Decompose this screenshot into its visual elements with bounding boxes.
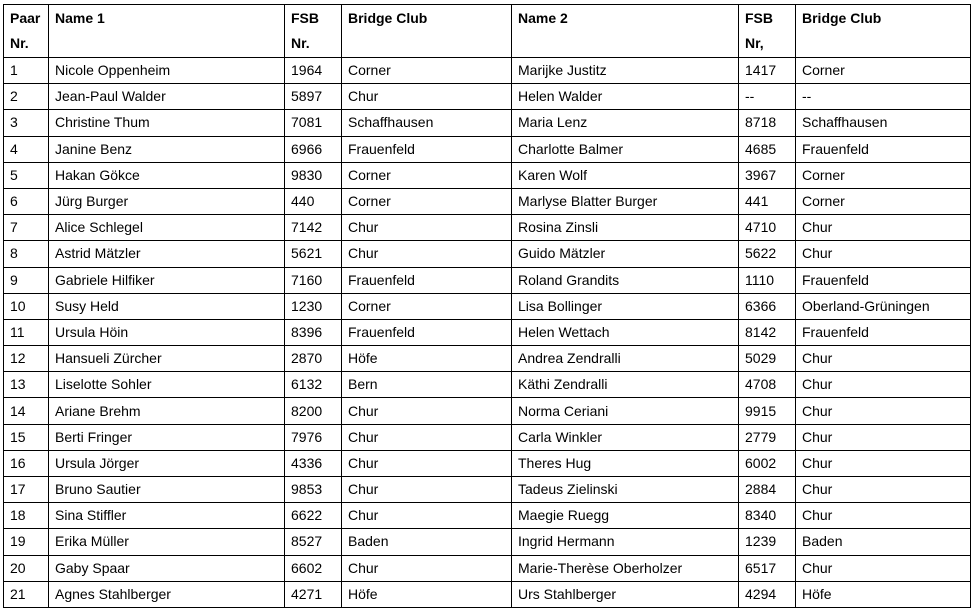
table-row [4,293,971,319]
name-2-cell: Maegie Ruegg [512,503,739,529]
fsb-number-1-cell: 6602 [285,555,342,581]
header-row [4,5,971,58]
header-fsb-number-2: FSB Nr, [739,5,796,58]
name-2-cell: Käthi Zendralli [512,372,739,398]
pair-number-cell: 15 [4,424,49,450]
fsb-number-2-cell: 1239 [739,529,796,555]
name-1-cell: Nicole Oppenheim [49,58,285,84]
pair-number-cell: 2 [4,84,49,110]
fsb-number-2-cell: 3967 [739,162,796,188]
pair-number-cell: 12 [4,346,49,372]
name-2-cell: Charlotte Balmer [512,136,739,162]
bridge-club-2-cell: Corner [796,162,971,188]
pair-number-cell: 14 [4,398,49,424]
name-1-cell: Christine Thum [49,110,285,136]
name-2-cell: Rosina Zinsli [512,215,739,241]
pair-number-cell: 19 [4,529,49,555]
table-row [4,58,971,84]
name-2-cell: Urs Stahlberger [512,581,739,607]
bridge-club-2-cell: Chur [796,477,971,503]
fsb-number-1-cell: 1230 [285,293,342,319]
name-2-cell: Guido Mätzler [512,241,739,267]
fsb-number-2-cell: 8142 [739,319,796,345]
name-1-cell: Sina Stiffler [49,503,285,529]
bridge-club-1-cell: Chur [342,477,512,503]
table-row [4,84,971,110]
bridge-club-1-cell: Bern [342,372,512,398]
fsb-number-1-cell: 4336 [285,450,342,476]
bridge-club-2-cell: Chur [796,372,971,398]
fsb-number-1-cell: 8396 [285,319,342,345]
fsb-number-2-cell: 4294 [739,581,796,607]
bridge-club-2-cell: Baden [796,529,971,555]
fsb-number-1-cell: 9830 [285,162,342,188]
name-1-cell: Bruno Sautier [49,477,285,503]
pair-number-cell: 10 [4,293,49,319]
table-row [4,110,971,136]
name-1-cell: Jürg Burger [49,188,285,214]
fsb-number-2-cell: 2884 [739,477,796,503]
name-2-cell: Marie-Therèse Oberholzer [512,555,739,581]
bridge-club-1-cell: Höfe [342,346,512,372]
name-1-cell: Ursula Jörger [49,450,285,476]
bridge-club-2-cell: Schaffhausen [796,110,971,136]
fsb-number-2-cell: 6002 [739,450,796,476]
name-1-cell: Jean-Paul Walder [49,84,285,110]
fsb-number-2-cell: 6517 [739,555,796,581]
name-1-cell: Astrid Mätzler [49,241,285,267]
fsb-number-2-cell: 4708 [739,372,796,398]
bridge-club-2-cell: Chur [796,241,971,267]
pairs-table [3,4,971,608]
pair-number-cell: 13 [4,372,49,398]
pair-number-cell: 11 [4,319,49,345]
table-row [4,581,971,607]
fsb-number-2-cell: 1417 [739,58,796,84]
name-2-cell: Karen Wolf [512,162,739,188]
table-row [4,372,971,398]
name-1-cell: Janine Benz [49,136,285,162]
table-row [4,503,971,529]
name-2-cell: Tadeus Zielinski [512,477,739,503]
bridge-club-2-cell: Frauenfeld [796,319,971,345]
fsb-number-2-cell: 1110 [739,267,796,293]
fsb-number-2-cell: 441 [739,188,796,214]
table-row [4,188,971,214]
pair-number-cell: 4 [4,136,49,162]
table-row [4,555,971,581]
name-2-cell: Ingrid Hermann [512,529,739,555]
pair-number-cell: 17 [4,477,49,503]
fsb-number-2-cell: 4685 [739,136,796,162]
table-row [4,267,971,293]
header-pair-number: Paar Nr. [4,5,49,58]
bridge-club-2-cell: Chur [796,424,971,450]
pair-number-cell: 1 [4,58,49,84]
fsb-number-2-cell: 5622 [739,241,796,267]
name-1-cell: Gaby Spaar [49,555,285,581]
header-bridge-club-1: Bridge Club [342,5,512,58]
name-1-cell: Liselotte Sohler [49,372,285,398]
fsb-number-1-cell: 7081 [285,110,342,136]
name-1-cell: Erika Müller [49,529,285,555]
name-2-cell: Theres Hug [512,450,739,476]
fsb-number-1-cell: 5621 [285,241,342,267]
name-1-cell: Gabriele Hilfiker [49,267,285,293]
fsb-number-2-cell: -- [739,84,796,110]
fsb-number-1-cell: 440 [285,188,342,214]
name-2-cell: Lisa Bollinger [512,293,739,319]
fsb-number-2-cell: 5029 [739,346,796,372]
bridge-club-1-cell: Corner [342,293,512,319]
bridge-club-2-cell: Frauenfeld [796,267,971,293]
pair-number-cell: 5 [4,162,49,188]
bridge-club-2-cell: Chur [796,346,971,372]
name-1-cell: Ariane Brehm [49,398,285,424]
bridge-club-1-cell: Frauenfeld [342,267,512,293]
fsb-number-1-cell: 7976 [285,424,342,450]
fsb-number-2-cell: 8718 [739,110,796,136]
fsb-number-2-cell: 4710 [739,215,796,241]
fsb-number-1-cell: 9853 [285,477,342,503]
header-name-2: Name 2 [512,5,739,58]
fsb-number-2-cell: 6366 [739,293,796,319]
header-fsb-number-1: FSB Nr. [285,5,342,58]
fsb-number-1-cell: 7142 [285,215,342,241]
bridge-club-1-cell: Chur [342,215,512,241]
fsb-number-1-cell: 5897 [285,84,342,110]
fsb-number-2-cell: 2779 [739,424,796,450]
bridge-club-1-cell: Chur [342,398,512,424]
bridge-club-1-cell: Corner [342,188,512,214]
bridge-club-2-cell: Oberland-Grüningen [796,293,971,319]
name-2-cell: Helen Walder [512,84,739,110]
name-2-cell: Marlyse Blatter Burger [512,188,739,214]
pair-number-cell: 7 [4,215,49,241]
table-row [4,450,971,476]
table-row [4,477,971,503]
bridge-club-2-cell: Corner [796,188,971,214]
bridge-club-2-cell: Höfe [796,581,971,607]
bridge-club-2-cell: Chur [796,503,971,529]
bridge-club-1-cell: Chur [342,503,512,529]
name-2-cell: Andrea Zendralli [512,346,739,372]
pair-number-cell: 3 [4,110,49,136]
table-row [4,346,971,372]
fsb-number-2-cell: 9915 [739,398,796,424]
bridge-club-1-cell: Corner [342,58,512,84]
name-2-cell: Marijke Justitz [512,58,739,84]
pair-number-cell: 8 [4,241,49,267]
bridge-club-1-cell: Chur [342,555,512,581]
pair-number-cell: 18 [4,503,49,529]
bridge-club-2-cell: Frauenfeld [796,136,971,162]
name-1-cell: Agnes Stahlberger [49,581,285,607]
name-1-cell: Hakan Gökce [49,162,285,188]
bridge-club-1-cell: Frauenfeld [342,136,512,162]
bridge-club-1-cell: Schaffhausen [342,110,512,136]
table-row [4,215,971,241]
pair-number-cell: 16 [4,450,49,476]
header-bridge-club-2: Bridge Club [796,5,971,58]
table-row [4,162,971,188]
table-row [4,424,971,450]
bridge-club-1-cell: Frauenfeld [342,319,512,345]
bridge-club-1-cell: Chur [342,450,512,476]
bridge-club-2-cell: Corner [796,58,971,84]
table-body [4,58,971,608]
table-row [4,319,971,345]
pair-number-cell: 9 [4,267,49,293]
name-1-cell: Hansueli Zürcher [49,346,285,372]
fsb-number-1-cell: 7160 [285,267,342,293]
fsb-number-1-cell: 2870 [285,346,342,372]
bridge-club-1-cell: Corner [342,162,512,188]
bridge-club-1-cell: Höfe [342,581,512,607]
bridge-club-2-cell: Chur [796,398,971,424]
fsb-number-1-cell: 8200 [285,398,342,424]
bridge-club-1-cell: Chur [342,241,512,267]
pair-number-cell: 20 [4,555,49,581]
table-row [4,241,971,267]
fsb-number-1-cell: 1964 [285,58,342,84]
name-2-cell: Maria Lenz [512,110,739,136]
bridge-club-1-cell: Chur [342,84,512,110]
fsb-number-1-cell: 6132 [285,372,342,398]
bridge-club-2-cell: -- [796,84,971,110]
name-1-cell: Ursula Höin [49,319,285,345]
name-2-cell: Carla Winkler [512,424,739,450]
fsb-number-1-cell: 4271 [285,581,342,607]
bridge-club-2-cell: Chur [796,450,971,476]
fsb-number-1-cell: 8527 [285,529,342,555]
table-row [4,398,971,424]
name-1-cell: Berti Fringer [49,424,285,450]
bridge-club-1-cell: Chur [342,424,512,450]
bridge-club-2-cell: Chur [796,215,971,241]
header-name-1: Name 1 [49,5,285,58]
table-row [4,136,971,162]
table-row [4,529,971,555]
bridge-club-1-cell: Baden [342,529,512,555]
pair-number-cell: 21 [4,581,49,607]
fsb-number-1-cell: 6622 [285,503,342,529]
pair-number-cell: 6 [4,188,49,214]
name-1-cell: Susy Held [49,293,285,319]
name-2-cell: Roland Grandits [512,267,739,293]
name-1-cell: Alice Schlegel [49,215,285,241]
name-2-cell: Helen Wettach [512,319,739,345]
name-2-cell: Norma Ceriani [512,398,739,424]
bridge-club-2-cell: Chur [796,555,971,581]
fsb-number-1-cell: 6966 [285,136,342,162]
fsb-number-2-cell: 8340 [739,503,796,529]
